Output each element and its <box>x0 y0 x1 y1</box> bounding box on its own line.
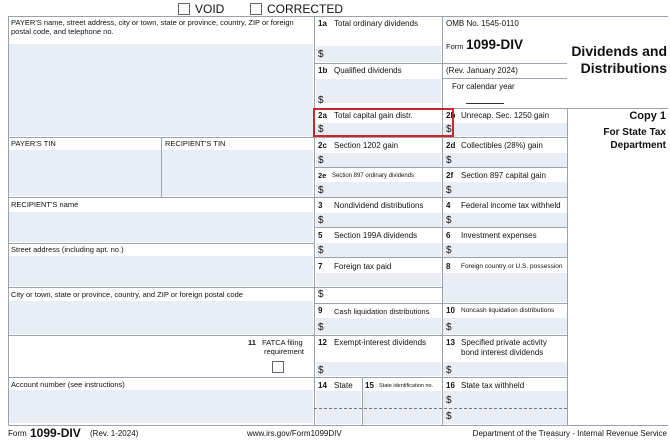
copy-desc-line1: For State Tax <box>603 127 666 138</box>
box-1b-input[interactable] <box>316 79 441 103</box>
payer-tin-input[interactable] <box>8 150 161 196</box>
box-2d-dollar: $ <box>446 155 452 166</box>
box-16-label: State tax withheld <box>461 381 525 390</box>
payer-info-label: PAYER'S name, street address, city or town, state or province, country, ZIP or foreign postal code, and telephone no. <box>11 18 294 36</box>
box-2f-label: Section 897 capital gain <box>461 171 546 180</box>
footer-form-name: 1099-DIV <box>30 426 81 440</box>
box-3-number: 3 <box>318 201 323 210</box>
form-title-line1: Dividends and <box>571 43 667 59</box>
box-15-number: 15 <box>365 381 374 390</box>
box-4-dollar: $ <box>446 215 452 226</box>
box-2c-input[interactable] <box>316 153 441 167</box>
box-9-label: Cash liquidation distributions <box>334 307 430 316</box>
box-6-number: 6 <box>446 231 451 240</box>
recipient-name-input[interactable] <box>8 212 313 242</box>
box-14-number: 14 <box>318 381 327 390</box>
box-5-dollar: $ <box>318 245 324 256</box>
void-label: VOID <box>195 2 225 16</box>
street-address-label: Street address (including apt. no.) <box>11 245 124 254</box>
box-1a-dollar: $ <box>318 49 324 60</box>
box-7-input[interactable] <box>316 273 441 286</box>
box-13-label-line1: Specified private activity <box>461 338 547 347</box>
footer-url[interactable]: www.irs.gov/Form1099DIV <box>247 429 342 438</box>
box-10-number: 10 <box>446 306 455 315</box>
box-9-number: 9 <box>318 306 323 315</box>
box-11-number: 11 <box>248 338 256 347</box>
corrected-label: CORRECTED <box>267 2 344 16</box>
box-2a-dollar: $ <box>318 124 324 135</box>
box-6-input[interactable] <box>443 243 567 257</box>
box-12-input[interactable] <box>316 362 441 376</box>
copy-desc-line2: Department <box>610 140 666 151</box>
box-2f-dollar: $ <box>446 185 452 196</box>
form-name: 1099-DIV <box>466 37 524 52</box>
box-1b-dollar: $ <box>318 95 324 106</box>
box-5-label: Section 199A dividends <box>334 231 418 240</box>
box-8-input[interactable] <box>443 273 567 302</box>
box-2d-number: 2d <box>446 141 456 150</box>
box-10-input[interactable] <box>443 318 567 334</box>
city-label: City or town, state or province, country, and ZIP or foreign postal code <box>11 290 243 299</box>
box-3-label: Nondividend distributions <box>334 201 424 210</box>
copy-label: Copy 1 <box>629 110 666 122</box>
recipient-tin-label: RECIPIENT'S TIN <box>165 139 226 148</box>
box-2d-input[interactable] <box>443 153 567 167</box>
box-13-number: 13 <box>446 338 455 347</box>
box-9-input[interactable] <box>316 318 441 334</box>
box-6-label: Investment expenses <box>461 231 537 240</box>
void-checkbox[interactable] <box>178 3 190 15</box>
box-5-input[interactable] <box>316 243 441 257</box>
box-1a-number: 1a <box>318 19 327 28</box>
box-3-input[interactable] <box>316 213 441 227</box>
box-8-label: Foreign country or U.S. possession <box>461 263 563 270</box>
account-number-input[interactable] <box>8 390 313 423</box>
account-number-label: Account number (see instructions) <box>11 380 125 389</box>
box-6-dollar: $ <box>446 245 452 256</box>
payer-info-input[interactable] <box>8 44 313 136</box>
box-2b-number: 2b <box>446 111 456 120</box>
box-4-input[interactable] <box>443 213 567 227</box>
box-9-dollar: $ <box>318 322 324 333</box>
footer-dept: Department of the Treasury - Internal Revenue Service <box>472 429 667 438</box>
box-13-label-line2: bond interest dividends <box>461 348 544 357</box>
fatca-label-line2: requirement <box>264 347 305 356</box>
box-4-number: 4 <box>446 201 451 210</box>
box-16-dollar-2: $ <box>446 411 452 422</box>
box-12-number: 12 <box>318 338 327 347</box>
box-7-dollar: $ <box>318 289 324 300</box>
box-1b-number: 1b <box>318 66 328 75</box>
omb-number: OMB No. 1545-0110 <box>446 19 519 28</box>
box-1b-label: Qualified dividends <box>334 66 402 75</box>
box-2b-input[interactable] <box>443 123 567 136</box>
box-7-label: Foreign tax paid <box>334 262 392 271</box>
box-2d-label: Collectibles (28%) gain <box>461 141 543 150</box>
form-title-line2: Distributions <box>580 60 667 76</box>
form-prefix: Form <box>446 42 464 51</box>
box-16-dollar-1: $ <box>446 395 452 406</box>
box-3-dollar: $ <box>318 215 324 226</box>
box-1a-label: Total ordinary dividends <box>334 19 419 28</box>
recipient-name-label: RECIPIENT'S name <box>11 200 79 209</box>
box-5-number: 5 <box>318 231 323 240</box>
fatca-checkbox[interactable] <box>272 361 284 373</box>
recipient-tin-input[interactable] <box>162 150 313 196</box>
box-2f-number: 2f <box>446 171 454 180</box>
box-15-label: State identification no. <box>379 383 434 389</box>
footer-form-prefix: Form <box>8 429 27 438</box>
payer-tin-label: PAYER'S TIN <box>11 139 56 148</box>
box-2b-dollar: $ <box>446 124 452 135</box>
box-8-number: 8 <box>446 262 451 271</box>
footer-revision: (Rev. 1-2024) <box>90 429 139 438</box>
box-2c-label: Section 1202 gain <box>334 141 399 150</box>
box-7-number: 7 <box>318 262 323 271</box>
box-2c-number: 2c <box>318 141 327 150</box>
box-16-number: 16 <box>446 381 455 390</box>
box-4-label: Federal income tax withheld <box>461 201 561 210</box>
corrected-checkbox[interactable] <box>250 3 262 15</box>
box-2c-dollar: $ <box>318 155 324 166</box>
street-address-input[interactable] <box>8 256 313 286</box>
box-2f-input[interactable] <box>443 182 567 197</box>
box-2e-input[interactable] <box>316 182 441 197</box>
box-12-label: Exempt-interest dividends <box>334 338 427 347</box>
box-10-dollar: $ <box>446 322 452 333</box>
form-revision: (Rev. January 2024) <box>446 66 518 75</box>
box-2a-number: 2a <box>318 111 327 120</box>
box-13-dollar: $ <box>446 365 452 376</box>
box-14-label: State <box>334 381 353 390</box>
box-2a-label: Total capital gain distr. <box>334 111 413 120</box>
box-2b-label: Unrecap. Sec. 1250 gain <box>461 111 550 120</box>
highlight-box-2a <box>313 108 454 137</box>
box-2e-number: 2e <box>318 171 327 180</box>
box-2e-dollar: $ <box>318 185 324 196</box>
box-13-input[interactable] <box>443 362 567 376</box>
box-12-dollar: $ <box>318 365 324 376</box>
calendar-year-label: For calendar year <box>452 82 515 91</box>
box-10-label: Noncash liquidation distributions <box>461 307 555 314</box>
fatca-label-line1: FATCA filing <box>262 338 303 347</box>
city-input[interactable] <box>8 301 313 334</box>
box-2e-label: Section 897 ordinary dividends <box>332 173 415 179</box>
box-1a-input[interactable] <box>316 46 441 62</box>
